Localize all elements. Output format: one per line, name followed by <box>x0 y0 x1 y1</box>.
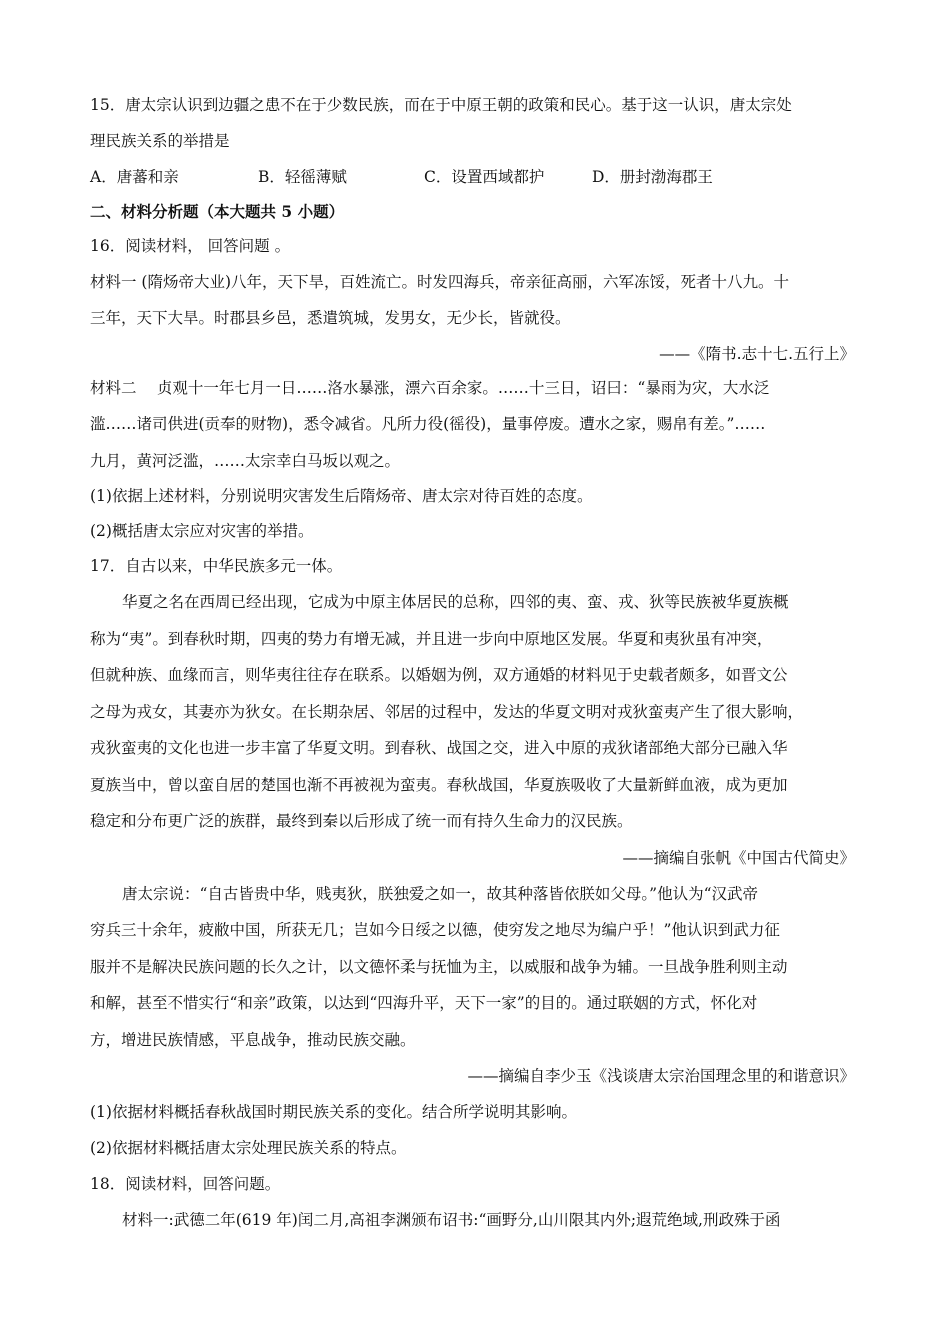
q17-para1-line3: 但就种族、血缘而言，则华夷往往存在联系。以婚姻为例，双方通婚的材料见于史载者颇多，如晋文公 <box>90 666 788 684</box>
q17-para1-line7: 稳定和分布更广泛的族群，最终到秦以后形成了统一而有持久生命力的汉民族。 <box>90 812 633 830</box>
q15-option-a: A．唐蕃和亲 <box>90 168 179 186</box>
q17-para2-line1: 唐太宗说：“自古皆贵中华，贱夷狄，朕独爱之如一，故其种落皆依朕如父母。”他认为“汉武帝 <box>122 885 759 903</box>
q17-para1-line6: 夏族当中，曾以蛮自居的楚国也渐不再被视为蛮夷。春秋战国，华夏族吸收了大量新鲜血液，成为更加 <box>90 776 788 794</box>
q16-material1-source: ——《隋书.志十七.五行上》 <box>659 345 855 363</box>
q16-subquestion-2: (2)概括唐太宗应对灾害的举措。 <box>90 522 314 540</box>
q17-para1-source: ——摘编自张帆《中国古代简史》 <box>622 849 855 867</box>
q17-para1-line4: 之母为戎女，其妻亦为狄女。在长期杂居、邻居的过程中，发达的华夏文明对戎狄蛮夷产生了很大影响， <box>90 703 804 721</box>
q17-stem: 17．自古以来，中华民族多元一体。 <box>90 557 343 575</box>
q16-material1-line1: 材料一 (隋炀帝大业)八年，天下旱，百姓流亡。时发四海兵，帝亲征高丽，六军冻馁，死者十八九。十 <box>90 273 790 291</box>
q16-material1-line2: 三年，天下大旱。时郡县乡邑，悉遣筑城，发男女，无少长，皆就役。 <box>90 309 571 327</box>
q16-material2-line1: 材料二 贞观十一年七月一日……洛水暴涨，漂六百余家。……十三日，诏曰：“暴雨为灾，大水泛 <box>90 379 770 397</box>
section-2-title: 二、材料分析题（本大题共 5 小题） <box>90 202 345 221</box>
q16-material2-line3: 九月，黄河泛滥，……太宗幸白马坂以观之。 <box>90 452 401 470</box>
q17-subquestion-2: (2)依据材料概括唐太宗处理民族关系的特点。 <box>90 1139 407 1157</box>
q17-para2-line3: 服并不是解决民族问题的长久之计，以文德怀柔与抚恤为主，以威服和战争为辅。一旦战争胜利则主动 <box>90 958 788 976</box>
q17-para2-source: ——摘编自李少玉《浅谈唐太宗治国理念里的和谐意识》 <box>467 1067 855 1085</box>
q16-stem: 16．阅读材料， 回答问题 。 <box>90 237 291 255</box>
q15-option-c: C．设置西域都护 <box>424 168 545 186</box>
q15-option-d: D．册封渤海郡王 <box>592 168 713 186</box>
q15-option-b: B．轻徭薄赋 <box>258 168 347 186</box>
q17-subquestion-1: (1)依据材料概括春秋战国时期民族关系的变化。结合所学说明其影响。 <box>90 1103 577 1121</box>
q17-para2-line2: 穷兵三十余年，疲敝中国，所获无几；岂如今日绥之以德，使穷发之地尽为编户乎！”他认识到武力征 <box>90 921 780 939</box>
q17-para1-line2: 称为“夷”。到春秋时期，四夷的势力有增无减，并且进一步向中原地区发展。华夏和夷狄虽有冲突， <box>90 630 773 648</box>
q15-stem-line2: 理民族关系的举措是 <box>90 132 230 150</box>
q17-para2-line4: 和解，甚至不惜实行“和亲”政策，以达到“四海升平，天下一家”的目的。通过联姻的方式，怀化对 <box>90 994 758 1012</box>
q16-subquestion-1: (1)依据上述材料，分别说明灾害发生后隋炀帝、唐太宗对待百姓的态度。 <box>90 487 593 505</box>
q17-para2-line5: 方，增进民族情感，平息战争，推动民族交融。 <box>90 1031 416 1049</box>
q15-stem-line1: 15．唐太宗认识到边疆之患不在于少数民族，而在于中原王朝的政策和民心。基于这一认识，唐太宗处 <box>90 96 792 114</box>
q16-material2-line2: 滥……诸司供进(贡奉的财物)，悉令减省。凡所力役(徭役)，量事停废。遭水之家，赐帛有差。”…… <box>90 415 766 433</box>
q18-material1-line1: 材料一:武德二年(619 年)闰二月,高祖李渊颁布诏书:“画野分,山川限其内外;遐荒绝域,刑政殊于函 <box>122 1211 781 1229</box>
q18-stem: 18．阅读材料，回答问题。 <box>90 1175 281 1193</box>
q17-para1-line5: 戎狄蛮夷的文化也进一步丰富了华夏文明。到春秋、战国之交，进入中原的戎狄诸部绝大部分已融入华 <box>90 739 788 757</box>
q17-para1-line1: 华夏之名在西周已经出现，它成为中原主体居民的总称，四邻的夷、蛮、戎、狄等民族被华夏族概 <box>122 593 789 611</box>
